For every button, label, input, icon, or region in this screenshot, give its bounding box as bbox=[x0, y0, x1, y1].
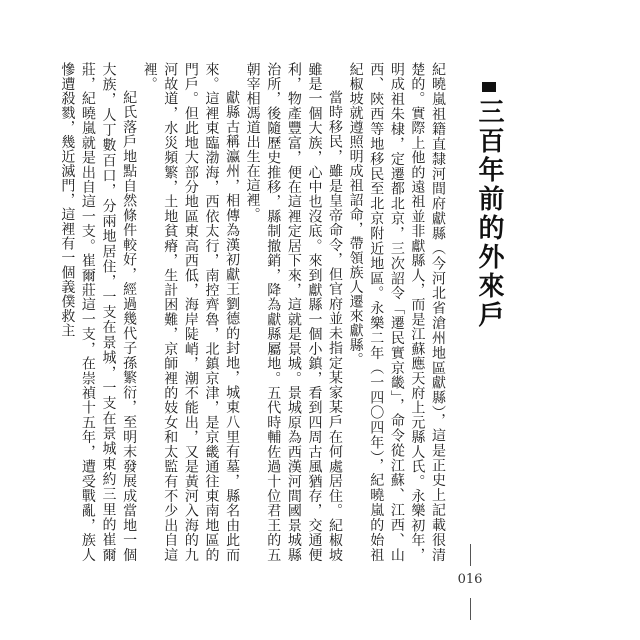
paragraph-1: 紀曉嵐祖籍直隸河間府獻縣（今河北省滄州地區獻縣），這是正史上記載很清楚的。實際上他的遠祖並非獻縣人，而是江蘇應天府上元縣人氏。永樂初年，明成祖朱棣，定遷都北京，三次詔令「遷民實京畿」，命令從江蘇、江西、山西、陝西等地移民至北京附近地區。永樂二年（一四〇四年），紀曉嵐的始祖紀椒坡就遵照明成祖詔命，帶領族人遷來獻縣。 bbox=[347, 62, 446, 562]
paragraph-4: 紀氏落戶地點自然條件較好，經過幾代子孫繁衍，至明末發展成當地一個大族，人丁數百口，分兩地居住，一支在景城，一支在景城東約三里的崔爾莊，紀曉嵐就是出自這一支。崔爾莊這一支，在崇禎十五年，遭受戰亂，族人慘遭殺戮，幾近滅門，這裡有一個義僕救主 bbox=[59, 62, 138, 562]
heading-marker bbox=[482, 82, 496, 92]
chapter-heading bbox=[474, 82, 504, 330]
paragraph-2: 當時移民，雖是皇帝命令，但官府並未指定某家某戶在何處居住。紀椒坡雖是一個大族，心中也沒底。來到獻縣一個小鎮，看到四周古風猶存，交通便利，物產豐富，便在這裡定居下來，這就是景城。景城原為西漢河間國景城縣治所，後隨歷史推移，縣制撤銷，降為獻縣屬地。五代時輔佐過十位君王的五朝宰相馮道出生在這裡。 bbox=[244, 62, 344, 562]
chapter-title: 三百年前的外來戶 bbox=[474, 98, 504, 330]
page-number: 016 bbox=[457, 572, 483, 587]
body-text bbox=[59, 62, 448, 562]
page-number-rule-top bbox=[470, 544, 471, 566]
page-number-rule-bottom bbox=[470, 598, 471, 620]
paragraph-3: 獻縣古稱瀛州，相傳為漢初獻王劉德的封地，城東八里有墓，縣名由此而來。這裡東臨渤海，西依太行，南控齊魯，北鎮京津，是京畿通往東南地區的門戶。但此地大部分地區東高西低，海岸陡峭，潮不能出，又是黃河入海的九河故道，水災頻繁，土地貧瘠，生計困難，京師裡的妓女和太監有不少出自這裡。 bbox=[141, 62, 241, 562]
